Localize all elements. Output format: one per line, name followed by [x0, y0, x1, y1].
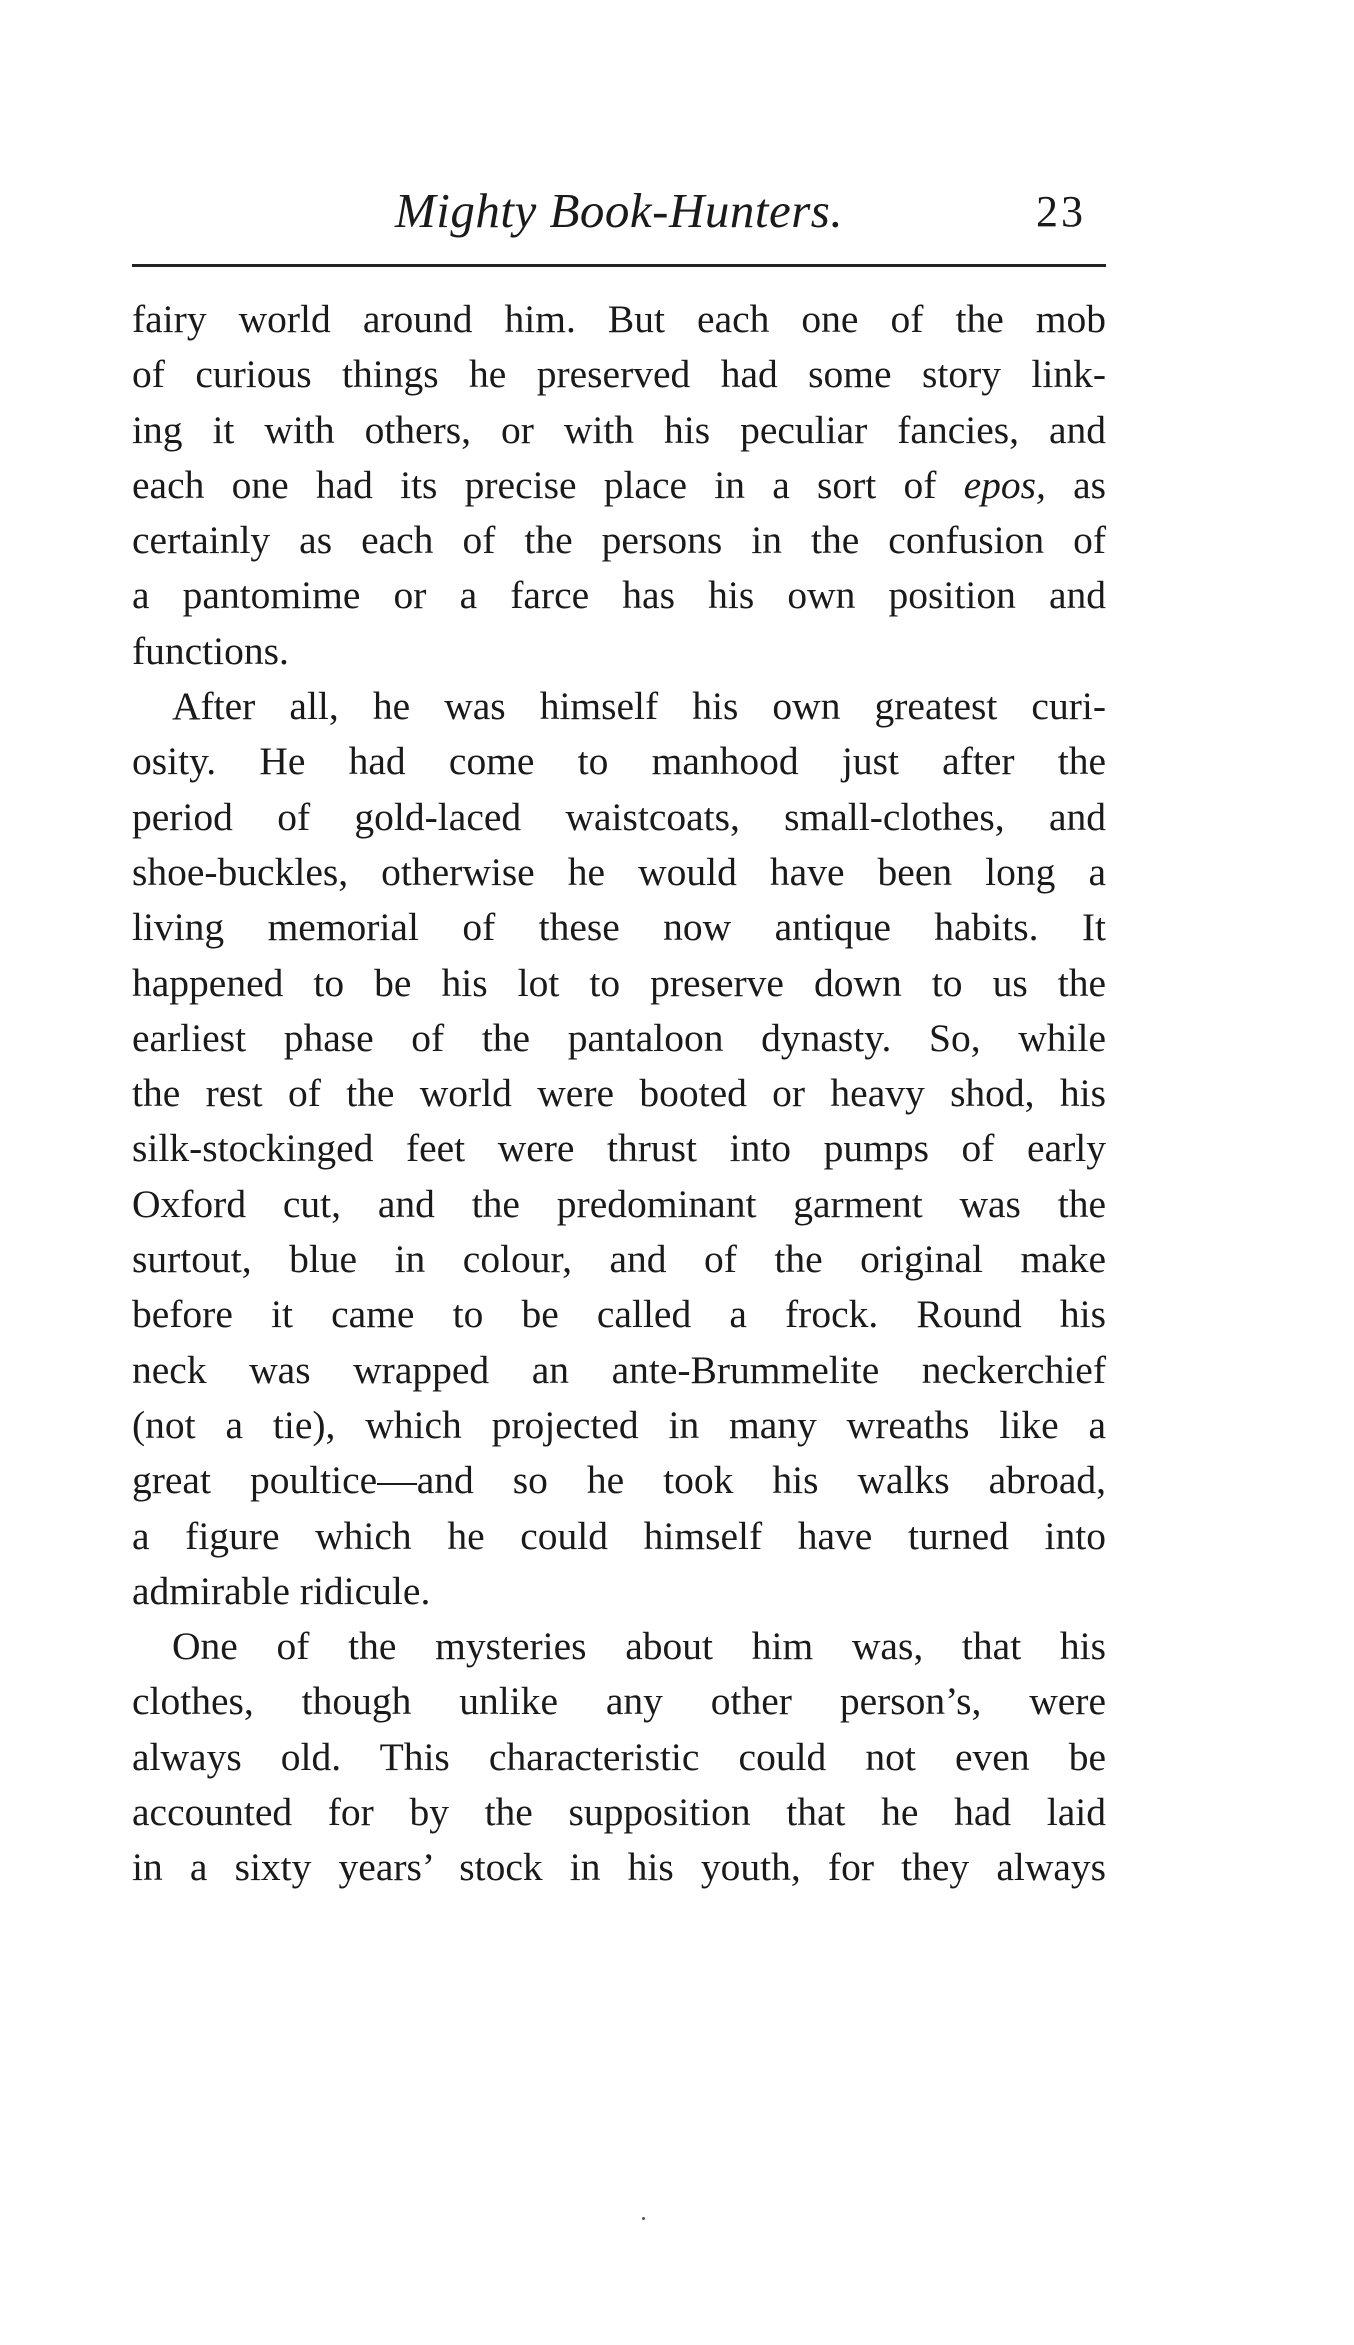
text-line: living memorial of these now antique habits. It — [132, 905, 1106, 950]
text-line: silk-stockinged feet were thrust into pumps of early — [132, 1126, 1106, 1171]
text-line: period of gold-laced waistcoats, small-clothes, and — [132, 794, 1106, 839]
text-line: of curious things he preserved had some story link- — [132, 352, 1106, 397]
text-line: before it came to be called a frock. Round his — [132, 1292, 1106, 1337]
text-line: admirable ridicule. — [132, 1568, 431, 1613]
text-line: a pantomime or a farce has his own position and — [132, 573, 1106, 618]
text-line: earliest phase of the pantaloon dynasty. So, while — [132, 1015, 1106, 1060]
text-line: fairy world around him. But each one of the mob — [132, 297, 1106, 341]
text-line: Oxford cut, and the predominant garment was the — [132, 1181, 1106, 1226]
paper-speck — [642, 2217, 645, 2220]
text-line: great poultice—and so he took his walks abroad, — [132, 1458, 1106, 1503]
text-line: always old. This characteristic could not even be — [132, 1734, 1106, 1779]
text-line: accounted for by the supposition that he had laid — [132, 1790, 1106, 1835]
running-title: Mighty Book-Hunters. — [394, 183, 844, 238]
text-line: happened to be his lot to preserve down to us the — [132, 960, 1106, 1005]
text-line-with-italic — [132, 458, 1106, 513]
text-line: One of the mysteries about him was, that his — [172, 1624, 1106, 1669]
text-line: clothes, though unlike any other person’s, were — [132, 1679, 1106, 1724]
text-line: After all, he was himself his own greatest curi- — [172, 684, 1106, 729]
text-line: ing it with others, or with his peculiar fancies, and — [132, 407, 1106, 452]
text-line: shoe-buckles, otherwise he would have been long a — [132, 849, 1106, 894]
text-line: surtout, blue in colour, and of the original make — [132, 1237, 1106, 1282]
text-line: certainly as each of the persons in the confusion of — [132, 518, 1106, 563]
text-line-end: as — [1045, 462, 1107, 507]
running-head — [132, 160, 1106, 240]
text-line: neck was wrapped an ante-Brummelite neckerchief — [132, 1347, 1106, 1392]
text-line: functions. — [132, 628, 289, 673]
page-number: 23 — [1036, 187, 1086, 236]
header-rule — [132, 264, 1106, 267]
text-line: osity. He had come to manhood just after the — [132, 739, 1106, 784]
body-text — [132, 292, 1106, 1896]
italic-word: epos, — [963, 462, 1046, 507]
text-line: a figure which he could himself have turned into — [132, 1513, 1106, 1558]
text-line-start: each one had its precise place in a sort of — [132, 462, 964, 507]
text-line: the rest of the world were booted or heavy shod, his — [132, 1071, 1106, 1116]
text-line: in a sixty years’ stock in his youth, for they always — [132, 1845, 1106, 1890]
text-line: (not a tie), which projected in many wreaths like a — [132, 1402, 1106, 1447]
